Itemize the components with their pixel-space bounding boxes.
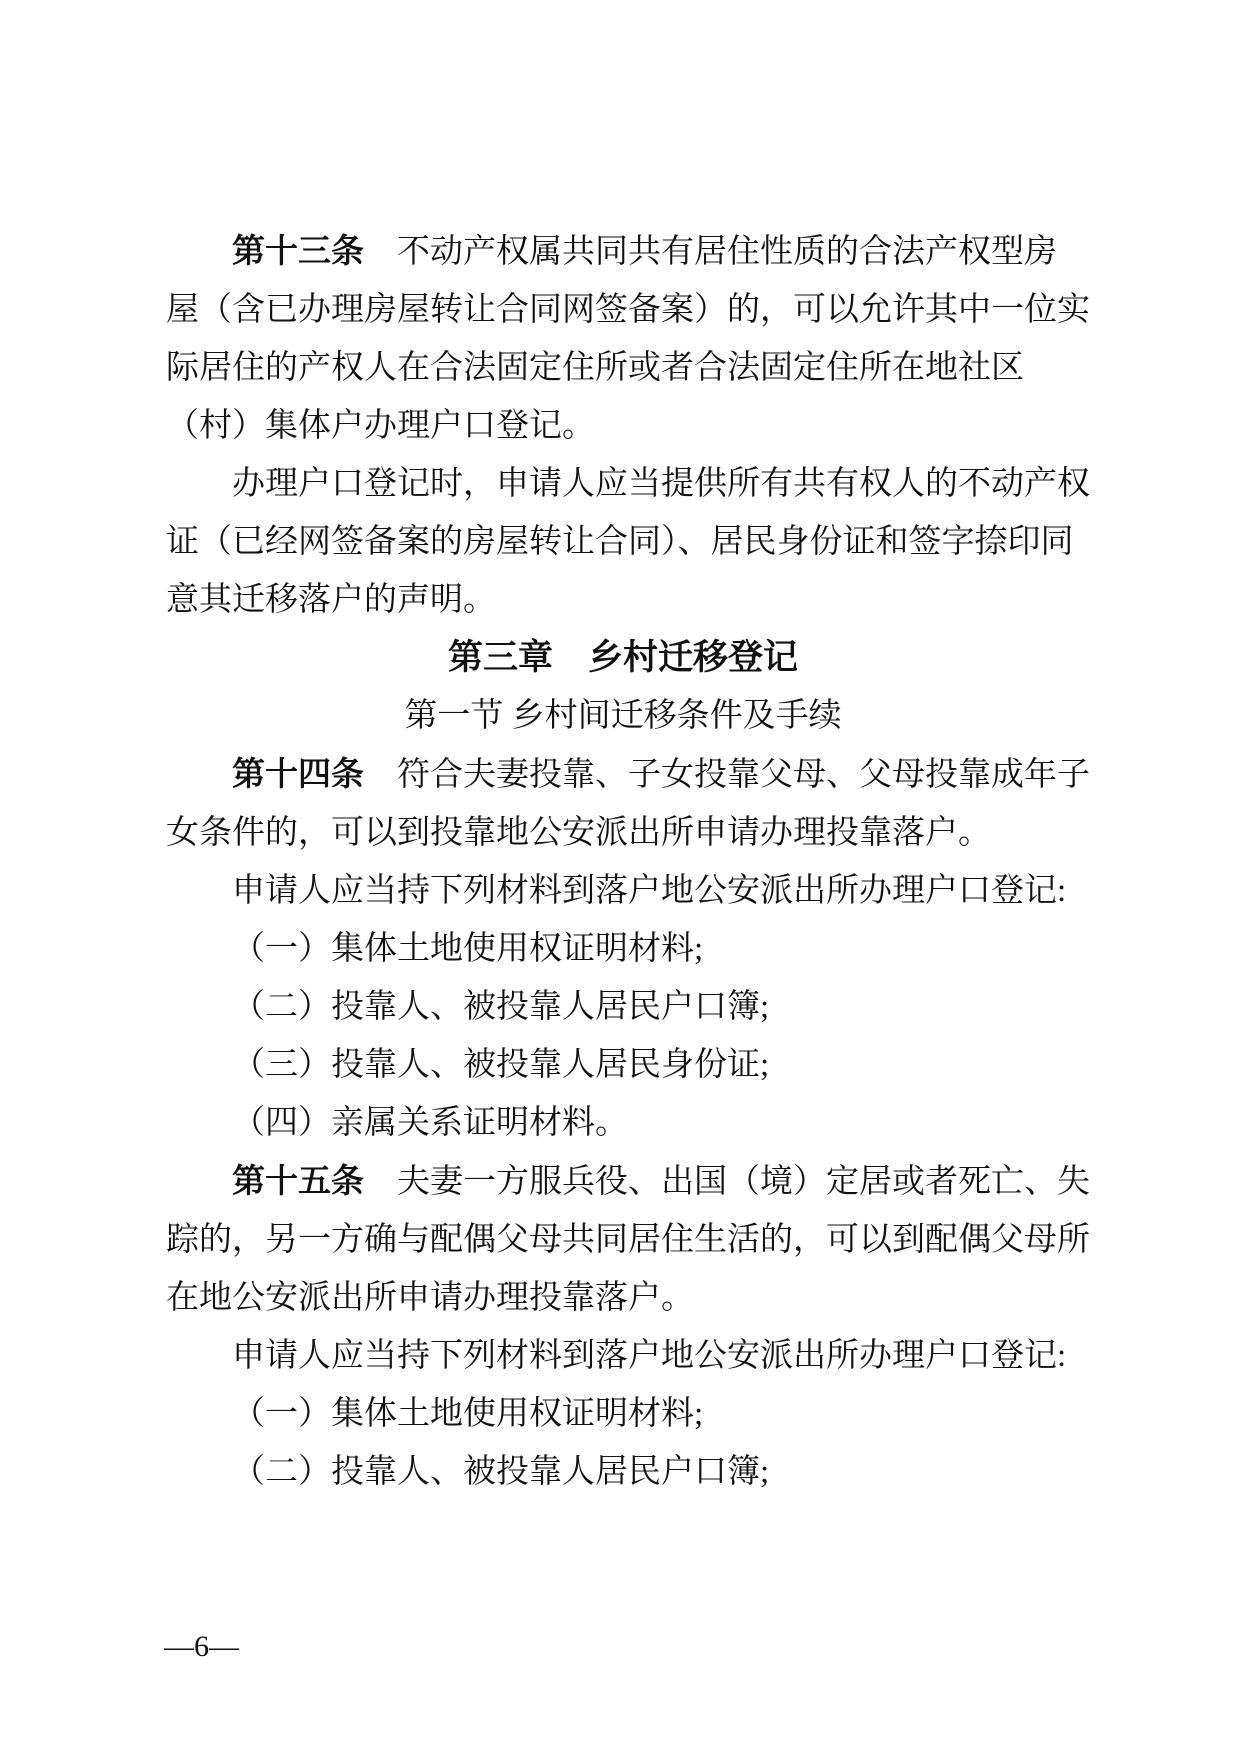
document-line [166,1211,1090,1269]
document-line [166,222,1080,281]
line-text: 女条件的，可以到投靠地公安派出所申请办理投靠落户。 [166,815,991,851]
line-text: 踪的，另一方确与配偶父母共同居住生活的，可以到配偶父母所 [166,1222,1090,1258]
document-line [166,1443,1080,1501]
article-number: 第十五条 [232,1161,364,1200]
line-text: （村）集体户办理户口登记。 [166,408,595,444]
document-body [166,222,1090,1501]
line-text: 办理户口登记时，申请人应当提供所有共有权人的不动产权 [232,466,1090,502]
document-line [166,339,1080,397]
document-line [166,281,1090,339]
document-line [166,397,1080,455]
line-text: 第三章 乡村迁移登记 [447,638,798,678]
section-heading [166,687,1080,745]
document-line [166,1152,1090,1211]
line-text: 申请人应当持下列材料到落户地公安派出所办理户口登记: [232,873,1067,909]
document-line [166,745,1090,804]
line-text: 夫妻一方服兵役、出国（境）定居或者死亡、失 [364,1164,1090,1200]
line-text: 际居住的产权人在合法固定住所或者合法固定住所在地社区 [166,350,1024,386]
document-line [166,1385,1080,1443]
line-text: （三）投靠人、被投靠人居民身份证; [232,1047,770,1083]
line-text: （二）投靠人、被投靠人居民户口簿; [232,989,770,1025]
document-line [166,978,1080,1036]
line-text: 证（已经网签备案的房屋转让合同）、居民身份证和签字捺印同 [166,524,1074,560]
document-line [166,1327,1080,1385]
page-number: —6— [164,1630,239,1663]
article-number: 第十三条 [232,231,364,270]
line-text: （一）集体土地使用权证明材料; [232,931,704,967]
line-text: 不动产权属共同共有居住性质的合法产权型房 [364,234,1057,270]
document-line [166,1036,1080,1094]
document-line [166,571,1080,629]
document-line [166,804,1080,862]
line-text: 屋（含已办理房屋转让合同网签备案）的，可以允许其中一位实 [166,292,1090,328]
document-line [166,1094,1080,1152]
chapter-heading [166,629,1080,687]
line-text: （二）投靠人、被投靠人居民户口簿; [232,1454,770,1490]
line-text: （四）亲属关系证明材料。 [232,1105,628,1141]
line-text: （一）集体土地使用权证明材料; [232,1396,704,1432]
article-number: 第十四条 [232,754,364,793]
document-line [166,920,1080,978]
line-text: 申请人应当持下列材料到落户地公安派出所办理户口登记: [232,1338,1067,1374]
document-line [166,1269,1080,1327]
document-line [166,862,1080,920]
line-text: 在地公安派出所申请办理投靠落户。 [166,1280,694,1316]
document-line [166,513,1080,571]
document-line [166,455,1090,513]
line-text: 第一节 乡村间迁移条件及手续 [404,698,842,734]
line-text: 符合夫妻投靠、子女投靠父母、父母投靠成年子 [364,757,1090,793]
line-text: 意其迁移落户的声明。 [166,582,496,618]
